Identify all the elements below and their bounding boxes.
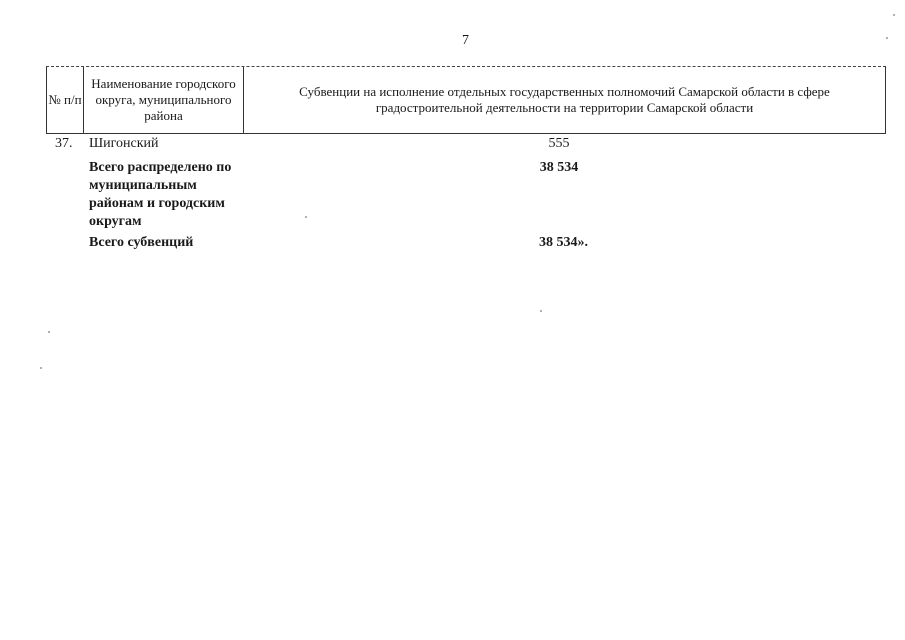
total-distributed-label: Всего распределено по муниципальным районам и городским округам — [89, 160, 232, 229]
scan-speck — [48, 331, 50, 333]
scan-speck — [893, 14, 895, 16]
scan-speck — [305, 216, 307, 218]
total-subventions-value-wrap — [539, 234, 588, 252]
table-header — [46, 66, 886, 134]
header-subvention-column: Субвенции на исполнение отдельных государственных полномочий Самарской области в сфере градостроительной деятельности на территории Самарской области — [299, 84, 830, 115]
total-subventions-value: 38 534». — [539, 235, 588, 250]
header-number-column: № п/п — [47, 67, 84, 133]
row-number: 37. — [55, 136, 73, 151]
row-value: 555 — [548, 136, 570, 151]
scan-speck — [886, 37, 888, 39]
header-name-column: Наименование городского округа, муниципального района — [84, 67, 244, 133]
total-distributed-value: 38 534 — [539, 160, 579, 175]
scan-speck — [40, 367, 42, 369]
page-number: 7 — [462, 33, 469, 48]
row-name: Шигонский — [89, 136, 159, 151]
scan-speck — [540, 310, 542, 312]
total-subventions-label: Всего субвенций — [89, 235, 194, 250]
